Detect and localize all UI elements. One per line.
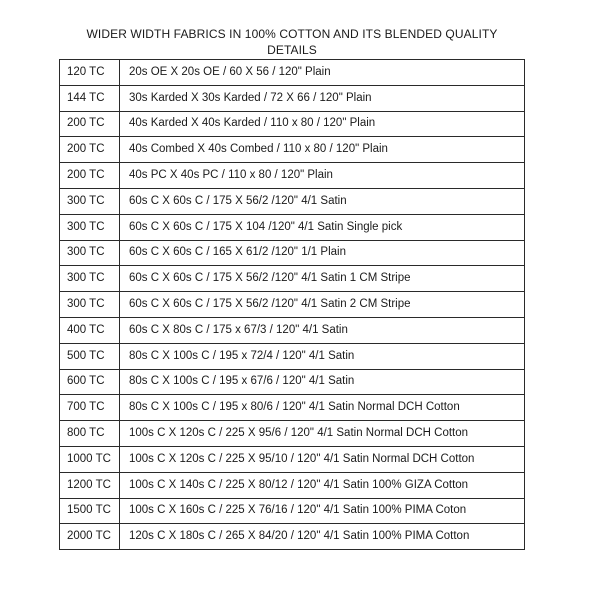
thread-count-cell: 400 TC [60, 317, 120, 343]
thread-count-cell: 800 TC [60, 421, 120, 447]
table-row [60, 343, 525, 369]
table-row [60, 188, 525, 214]
thread-count-cell: 300 TC [60, 292, 120, 318]
table-row [60, 369, 525, 395]
thread-count-cell: 120 TC [60, 60, 120, 86]
thread-count-cell: 1200 TC [60, 472, 120, 498]
table-body [60, 60, 525, 550]
thread-count-cell: 300 TC [60, 188, 120, 214]
title-line-2: DETAILS [267, 43, 317, 57]
table-row [60, 472, 525, 498]
fabric-spec-cell: 40s Karded X 40s Karded / 110 x 80 / 120" Plain [120, 111, 525, 137]
table-row [60, 317, 525, 343]
fabric-spec-cell: 60s C X 60s C / 165 X 61/2 /120" 1/1 Plain [120, 240, 525, 266]
table-row [60, 266, 525, 292]
thread-count-cell: 300 TC [60, 214, 120, 240]
table-row [60, 498, 525, 524]
thread-count-cell: 144 TC [60, 85, 120, 111]
table-row [60, 524, 525, 550]
table-row [60, 421, 525, 447]
fabric-spec-cell: 80s C X 100s C / 195 x 72/4 / 120" 4/1 Satin [120, 343, 525, 369]
fabric-spec-table [59, 59, 525, 550]
fabric-spec-cell: 100s C X 160s C / 225 X 76/16 / 120" 4/1 Satin 100% PIMA Coton [120, 498, 525, 524]
fabric-spec-cell: 60s C X 60s C / 175 X 56/2 /120" 4/1 Satin 1 CM Stripe [120, 266, 525, 292]
fabric-spec-cell: 60s C X 60s C / 175 X 56/2 /120" 4/1 Satin [120, 188, 525, 214]
thread-count-cell: 200 TC [60, 137, 120, 163]
table-row [60, 60, 525, 86]
fabric-spec-cell: 100s C X 120s C / 225 X 95/6 / 120" 4/1 Satin Normal DCH Cotton [120, 421, 525, 447]
fabric-spec-cell: 60s C X 60s C / 175 X 104 /120" 4/1 Satin Single pick [120, 214, 525, 240]
document-title [60, 26, 524, 58]
title-line-1: WIDER WIDTH FABRICS IN 100% COTTON AND ITS BLENDED QUALITY [86, 27, 498, 41]
thread-count-cell: 700 TC [60, 395, 120, 421]
fabric-spec-cell: 40s Combed X 40s Combed / 110 x 80 / 120" Plain [120, 137, 525, 163]
table-row [60, 240, 525, 266]
table-row [60, 137, 525, 163]
fabric-spec-cell: 40s PC X 40s PC / 110 x 80 / 120" Plain [120, 163, 525, 189]
fabric-spec-cell: 100s C X 140s C / 225 X 80/12 / 120" 4/1 Satin 100% GIZA Cotton [120, 472, 525, 498]
thread-count-cell: 300 TC [60, 240, 120, 266]
thread-count-cell: 200 TC [60, 163, 120, 189]
fabric-spec-cell: 100s C X 120s C / 225 X 95/10 / 120" 4/1 Satin Normal DCH Cotton [120, 446, 525, 472]
thread-count-cell: 200 TC [60, 111, 120, 137]
thread-count-cell: 300 TC [60, 266, 120, 292]
thread-count-cell: 1500 TC [60, 498, 120, 524]
thread-count-cell: 2000 TC [60, 524, 120, 550]
fabric-spec-cell: 60s C X 80s C / 175 x 67/3 / 120" 4/1 Satin [120, 317, 525, 343]
thread-count-cell: 500 TC [60, 343, 120, 369]
thread-count-cell: 1000 TC [60, 446, 120, 472]
fabric-spec-cell: 30s Karded X 30s Karded / 72 X 66 / 120" Plain [120, 85, 525, 111]
table-row [60, 111, 525, 137]
thread-count-cell: 600 TC [60, 369, 120, 395]
fabric-spec-cell: 80s C X 100s C / 195 x 67/6 / 120" 4/1 Satin [120, 369, 525, 395]
table-row [60, 85, 525, 111]
table-row [60, 395, 525, 421]
table-row [60, 292, 525, 318]
fabric-spec-cell: 120s C X 180s C / 265 X 84/20 / 120" 4/1 Satin 100% PIMA Cotton [120, 524, 525, 550]
table-row [60, 214, 525, 240]
fabric-spec-cell: 80s C X 100s C / 195 x 80/6 / 120" 4/1 Satin Normal DCH Cotton [120, 395, 525, 421]
fabric-spec-cell: 20s OE X 20s OE / 60 X 56 / 120" Plain [120, 60, 525, 86]
fabric-spec-cell: 60s C X 60s C / 175 X 56/2 /120" 4/1 Satin 2 CM Stripe [120, 292, 525, 318]
table-row [60, 163, 525, 189]
table-row [60, 446, 525, 472]
